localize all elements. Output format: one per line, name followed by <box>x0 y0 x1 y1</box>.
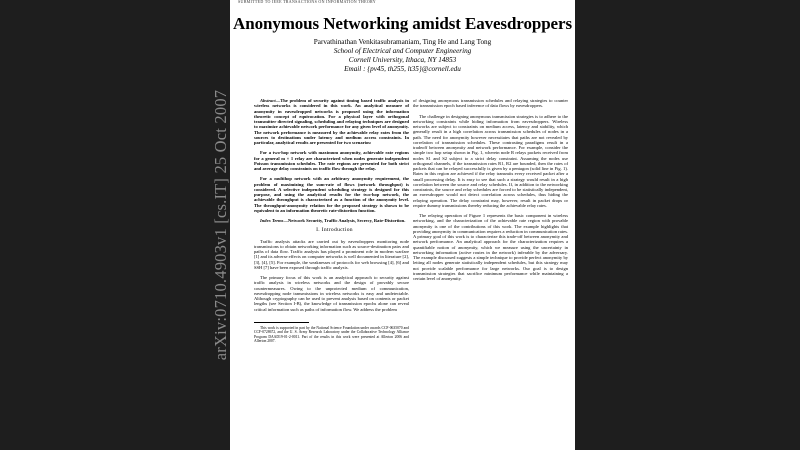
intro-paragraph-1: Traffic analysis attacks are carried out by eavesdroppers monitoring node transmissions to obtain networking information such as source-destination pairs and paths of data flow. Traffic analysis has played a prominent role in modern warfare [1] and its adverse effects on computer networks is well documented in literature [2], [3], [4], [5]. For example, the weaknesses of protocols for web browsing [4], [6] and SSH [7] have been exposed through traffic analysis. <box>254 238 409 270</box>
abstract-paragraph-1 <box>254 98 409 145</box>
right-column <box>413 98 568 286</box>
author-email: Email : {pv45, th255, lt35}@cornell.edu <box>344 65 461 73</box>
body-paragraph-2: The challenge in designing anonymous transmission strategies is to adhere to the networking constraints while hiding information from eavesdroppers. Wireless networks are subject to constraints on medium access, latency and stability, which generally result in a high correlation across transmission schedules of nodes in a path. The need for anonymity however necessitates that paths are not revealed by correlation of transmission schedules. These contrasting paradigms result in a tradeoff between anonymity and network performance. For example, consider the simple two hop setup shown in Fig. 1, wherein node R relays packets received from nodes S1 and S2 subject to a strict delay constraint. Assuming the nodes use orthogonal channels, if the transmission rates R1, R2 are bounded, then the rates of packets that can be relayed successfully is given by a pentagon (solid line in Fig. 1). Rates in this region are achieved if the relay transmits every received packet after a small processing delay. It is easy to see that such a strategy would result in a high correlation between the source and relay schedules. If, in addition to the networking constraints, the source and relay schedules are forced to be statistically independent, an eavesdropper would not detect correlation across schedules, thus hiding the relaying operation. The delay constraint may, however, result in packet drops or require dummy transmissions thereby reducing the achievable relay rates. <box>413 113 568 208</box>
paper-page <box>230 0 575 450</box>
body-paragraph-3: The relaying operation of Figure 1 represents the basic component in wireless networking, and the characterization of the achievable rate region with provable anonymity is one of the contributions of this work. The example highlights that providing anonymity in communication requires a reduction in communication rates. A primary goal of this work is to characterize this trade-off between anonymity and network performance. An analytical approach for the characterization requires a quantifiable notion of anonymity, which we measure using the uncertainty in networking information (active routes in the network) inferable by the adversary. The example discussed suggests a simple technique to provide perfect anonymity by letting all nodes generate statistically independent schedules, but this strategy may not provide scalable performance for large networks. Our goal is to design transmission strategies that sacrifice minimum performance while maintaining a certain level of anonymity. <box>413 213 568 281</box>
paper-title: Anonymous Networking amidst Eavesdroppers <box>233 14 572 33</box>
index-terms-lead: Index Terms <box>260 218 284 223</box>
index-terms-text: —Network Security, Traffic Analysis, Secrecy, Rate-Distortion. <box>283 218 406 223</box>
section-heading: I. Introduction <box>316 227 353 234</box>
abstract-paragraph-2: For a two-hop network with maximum anonymity, achievable rate regions for a general m × 1 relay are characterized when nodes generate independent Poisson transmission schedules. The rate regions are presented for both strict and average delay constraints on traffic flow through the relay. <box>254 150 409 171</box>
left-column <box>254 98 409 348</box>
footnote: This work is supported in part by the National Science Foundation under awards CCF-0635070 and CCF-0728672, and the U. S. Army Research Laboratory under the Collaborative Technology Alliance Program DAAD19-01-2-0011. Part of the results in this work were presented at Allerton 2006 and Allerton 2007. <box>254 325 409 343</box>
abstract-text-1: —The problem of security against timing based traffic analysis in wireless networks is considered in this work. An analytical measure of anonymity in eavesdropped networks is proposed using the information theoretic concept of equivocation. For a physical layer with orthogonal transmitter directed signaling, scheduling and relaying techniques are designed to maximize achievable network performance for any given level of anonymity. The network performance is measured by the achievable relay rates from the sources to destinations under latency and medium access constraints. In particular, analytical results are presented for two scenarios: <box>254 98 409 145</box>
affiliation-university: Cornell University, Ithaca, NY 14853 <box>348 56 457 64</box>
abstract-paragraph-3: For a multihop network with an arbitrary anonymity requirement, the problem of maximizing the sum-rate of flows (network throughput) is considered. A selective independent scheduling strategy is designed for this purpose, and using the analytical results for the two-hop network, the achievable throughput is characterized as a function of the anonymity level. The throughput-anonymity relation for the proposed strategy is shown to be equivalent to an information theoretic rate-distortion function. <box>254 176 409 213</box>
footnote-divider <box>254 322 309 323</box>
affiliation-school: School of Electrical and Computer Engineering <box>333 47 472 55</box>
index-terms <box>254 218 409 223</box>
abstract-lead: Abstract <box>260 98 276 103</box>
body-paragraph-1: of designing anonymous transmission schedules and relaying strategies to counter the transmission epoch based inference of data flows by eavesdroppers. <box>413 98 568 109</box>
author-list: Parvathinathan Venkitasubramaniam, Ting He and Lang Tong <box>313 38 492 46</box>
arxiv-identifier: arXiv:0710.4903v1 [cs.IT] 25 Oct 2007 <box>211 89 230 361</box>
intro-paragraph-2: The primary focus of this work is an analytical approach to security against traffic analysis in wireless networks and the design of provably secure countermeasures. Owing to the unprotected medium of communication, eavesdropping node transmissions in wireless networks is easy and undetectable. Although cryptography can be used to prevent analysis based on contents or packet lengths (see Section I-B), the knowledge of transmission epochs alone can reveal critical information such as paths of information flow. We address the problem <box>254 275 409 312</box>
abstract <box>254 98 409 213</box>
running-header: SUBMITTED TO IEEE TRANSACTIONS ON INFORMATION THEORY <box>238 0 376 4</box>
